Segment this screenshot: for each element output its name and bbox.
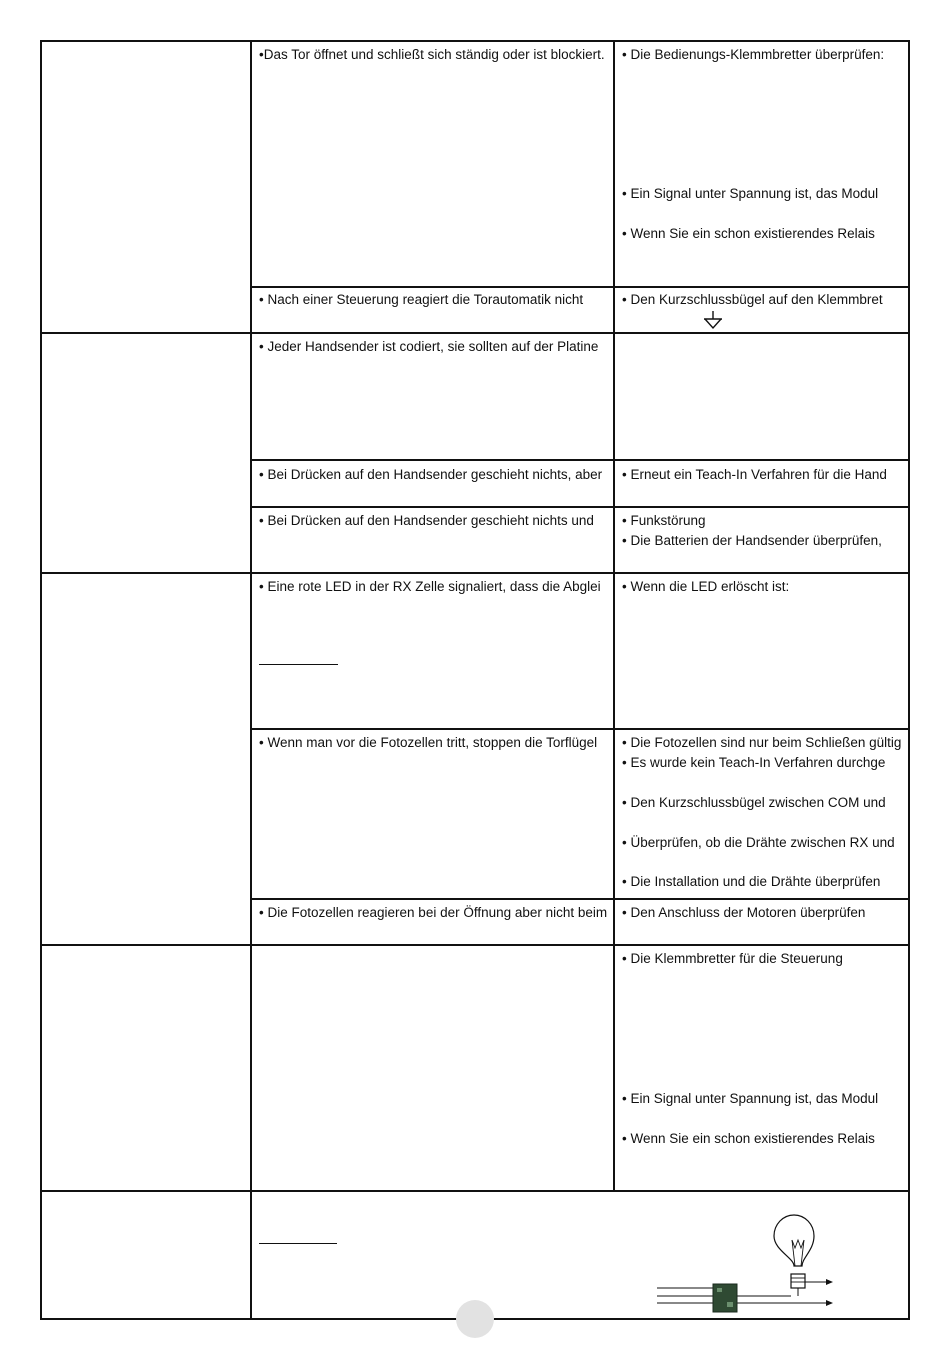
- issue-text: • Nach einer Steuerung reagiert die Torautomatik nicht: [259, 292, 584, 307]
- issue-text: • Eine rote LED in der RX Zelle signaliert, dass die Abglei: [259, 579, 601, 594]
- solution-text: • Überprüfen, ob die Drähte zwischen RX und: [622, 835, 895, 850]
- page-number-marker: [456, 1300, 494, 1338]
- solution-text: • Wenn Sie ein schon existierendes Relais: [622, 1131, 875, 1146]
- issue-text: • Bei Drücken auf den Handsender geschieht nichts und: [259, 513, 594, 528]
- lightbulb-relay-wiring-icon: [650, 1212, 840, 1316]
- solution-text: • Die Fotozellen sind nur beim Schließen gültig: [622, 735, 902, 750]
- solution-text: • Den Anschluss der Motoren überprüfen: [622, 905, 866, 920]
- solution-text: • Den Kurzschlussbügel zwischen COM und: [622, 795, 886, 810]
- issue-text: • Bei Drücken auf den Handsender geschieht nichts, aber: [259, 467, 603, 482]
- solution-text: • Den Kurzschlussbügel auf den Klemmbret: [622, 292, 883, 307]
- solution-text: • Die Installation und die Drähte überprüfen: [622, 874, 881, 889]
- solution-text: • Ein Signal unter Spannung ist, das Modul: [622, 1091, 879, 1106]
- solution-text: • Ein Signal unter Spannung ist, das Modul: [622, 186, 879, 201]
- solution-text: • Funkstörung: [622, 513, 706, 528]
- solution-text: • Wenn die LED erlöscht ist:: [622, 579, 790, 594]
- issue-text: •Das Tor öffnet und schließt sich ständig oder ist blockiert.: [259, 47, 605, 62]
- solution-text: • Die Batterien der Handsender überprüfen,: [622, 533, 882, 548]
- underline-rule: [259, 1243, 337, 1244]
- solution-text: • Die Klemmbretter für die Steuerung: [622, 951, 843, 966]
- solution-text: • Wenn Sie ein schon existierendes Relais: [622, 226, 875, 241]
- issue-text: • Jeder Handsender ist codiert, sie sollten auf der Platine: [259, 339, 599, 354]
- underline-rule: [259, 664, 338, 665]
- issue-text: • Die Fotozellen reagieren bei der Öffnung aber nicht beim: [259, 905, 608, 920]
- solution-text: • Erneut ein Teach-In Verfahren für die Hand: [622, 467, 887, 482]
- ground-symbol-icon: [703, 311, 723, 331]
- solution-text: • Die Bedienungs-Klemmbretter überprüfen:: [622, 47, 885, 62]
- solution-text: • Es wurde kein Teach-In Verfahren durchge: [622, 755, 886, 770]
- issue-text: • Wenn man vor die Fotozellen tritt, stoppen die Torflügel: [259, 735, 598, 750]
